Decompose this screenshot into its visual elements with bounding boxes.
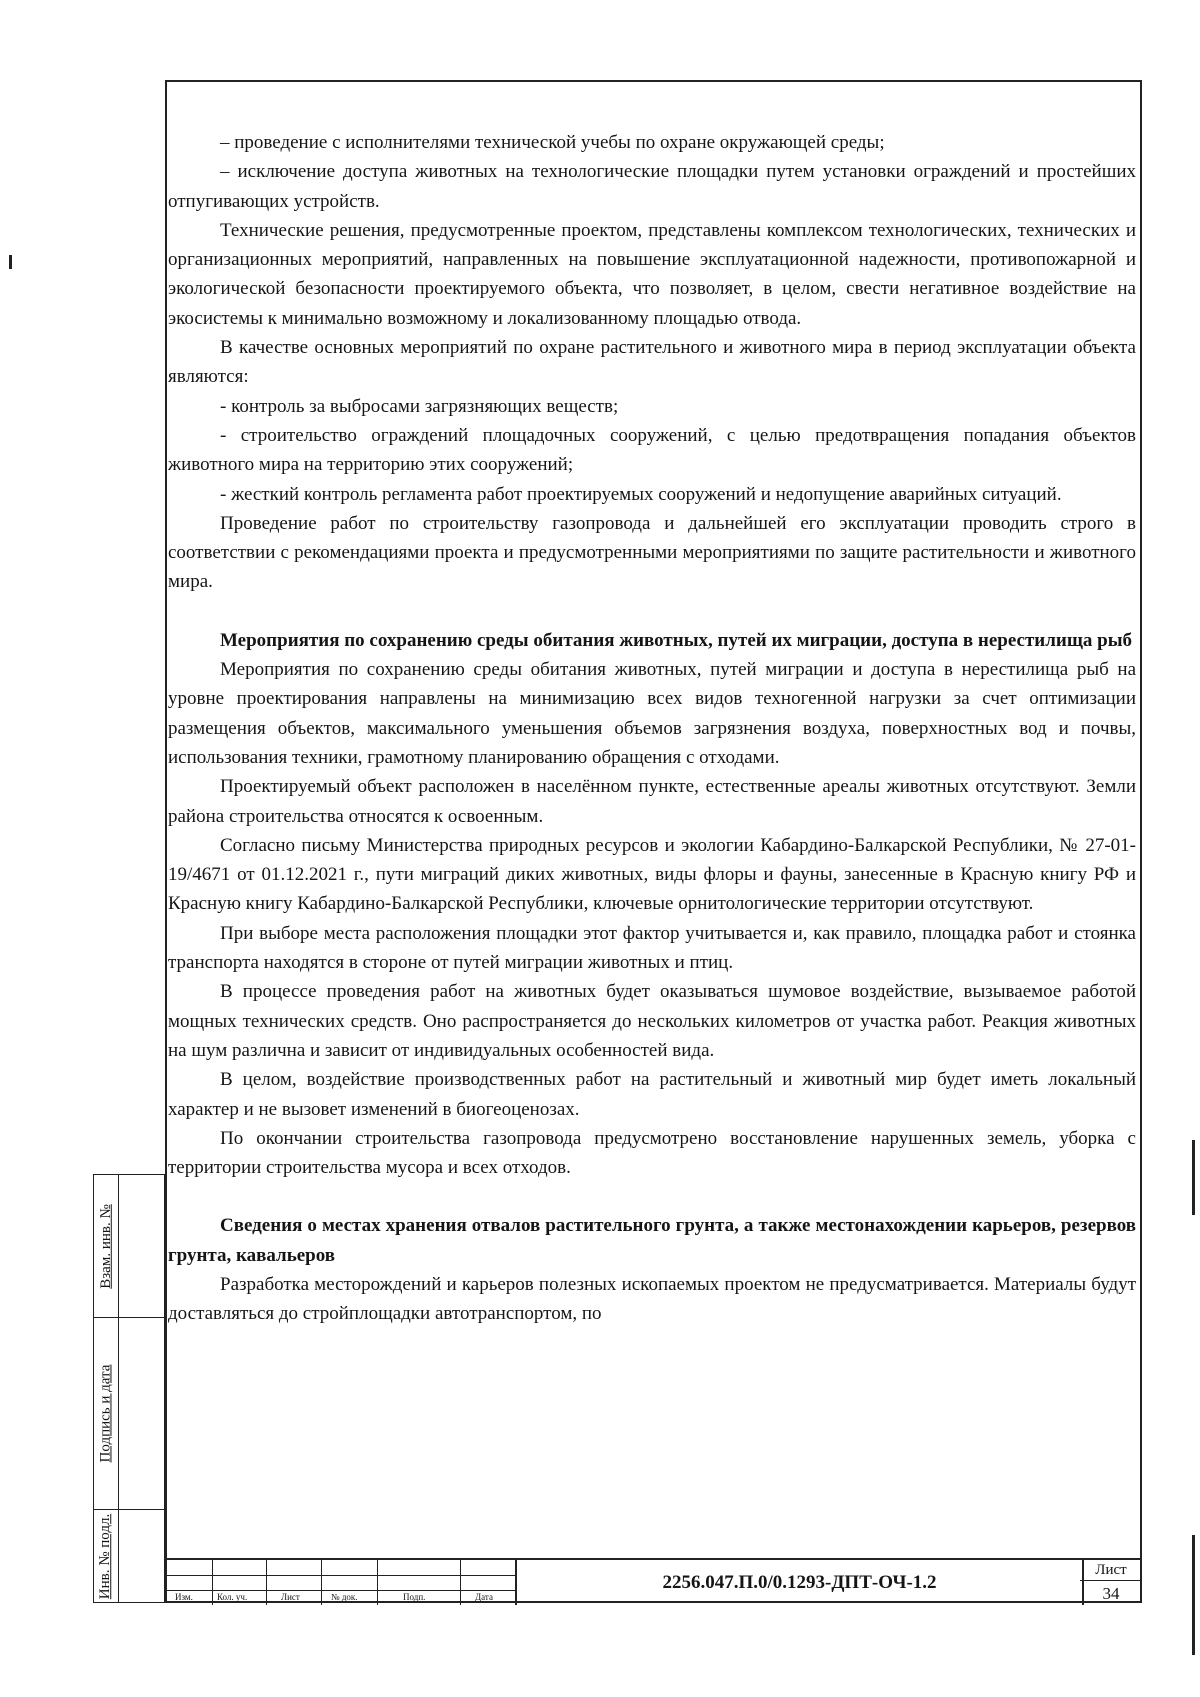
scan-artifact xyxy=(1192,1140,1195,1215)
paragraph: Технические решения, предусмотренные проектом, представлены комплексом технологических, технических и организационных мероприятий, направленных на повышение эксплуатационной надежности, противопожарной и экологической безопасности проектируемого объекта, что позволяет, в целом, свести негативное воздействие на экосистемы к минимально возможному и локализованному площадью отвода. xyxy=(168,219,1136,329)
side-stamp-vzam xyxy=(93,1174,165,1318)
paragraph: В процессе проведения работ на животных будет оказываться шумовое воздействие, вызываемое работой мощных технических средств. Оно распространяется до нескольких километров от участка работ. Реакция животных на шум различна и зависит от индивидуальных особенностей вида. xyxy=(168,981,1136,1061)
document-body xyxy=(168,128,1136,1329)
paragraph: Согласно письму Министерства природных ресурсов и экологии Кабардино-Балкарской Республики, № 27-01-19/4671 от 01.12.2021 г., пути миграций диких животных, виды флоры и фауны, занесенные в Красную книгу РФ и Красную книгу Кабардино-Балкарской Республики, ключевые орнитологические территории отсутствуют. xyxy=(168,834,1136,915)
col-list: Лист xyxy=(281,1592,300,1602)
paragraph: Разработка месторождений и карьеров полезных ископаемых проектом не предусматривается. Материалы будут доставляться до стройплощадки автотранспортом, по xyxy=(168,1273,1136,1325)
col-podp: Подп. xyxy=(403,1592,426,1602)
document-code: 2256.047.П.0/0.1293-ДПТ-ОЧ-1.2 xyxy=(515,1560,1084,1605)
paragraph: В качестве основных мероприятий по охране растительного и животного мира в период эксплуатации объекта являются: xyxy=(168,337,1136,388)
paragraph: Проведение работ по строительству газопровода и дальнейшей его эксплуатации проводить строго в соответствии с рекомендациями проекта и предусмотренными мероприятиями по защите растительности и животного мира. xyxy=(168,512,1136,593)
col-ndok: № док. xyxy=(331,1592,358,1602)
side-stamp-podpis xyxy=(93,1318,165,1510)
list-item: - строительство ограждений площадочных сооружений, с целью предотвращения попадания объектов животного мира на территорию этих сооружений; xyxy=(168,424,1136,476)
side-label-vzam: Взам. инв. № xyxy=(97,1203,114,1289)
side-label-inv: Инв. № подл. xyxy=(97,1513,114,1599)
scan-artifact xyxy=(1192,1535,1195,1655)
col-kol: Кол. уч. xyxy=(217,1592,248,1602)
title-block-grid xyxy=(165,1560,515,1605)
paragraph: По окончании строительства газопровода предусмотрено восстановление нарушенных земель, уборка с территории строительства мусора и всех отходов. xyxy=(168,1127,1136,1179)
paragraph: При выборе места расположения площадки этот фактор учитывается и, как правило, площадка работ и стоянка транспорта находятся в стороне от путей миграции животных и птиц. xyxy=(168,922,1136,974)
sheet-label: Лист xyxy=(1080,1560,1142,1581)
section-heading: Мероприятия по сохранению среды обитания животных, путей их миграции, доступа в нерестилища рыб xyxy=(220,629,1133,651)
title-block xyxy=(165,1558,1142,1605)
sheet-cell xyxy=(1080,1560,1142,1605)
list-item: - жесткий контроль регламента работ проектируемых сооружений и недопущение аварийных ситуаций. xyxy=(220,483,1062,505)
side-stamp-inv xyxy=(93,1510,165,1603)
paragraph: Проектируемый объект расположен в населённом пункте, естественные ареалы животных отсутствуют. Земли района строительства относятся к освоенным. xyxy=(168,776,1136,827)
col-izm: Изм. xyxy=(175,1592,193,1602)
sheet-number: 34 xyxy=(1102,1584,1120,1603)
paragraph: – проведение с исполнителями технической учебы по охране окружающей среды; xyxy=(220,132,885,153)
paragraph: – исключение доступа животных на технологические площадки путем установки ограждений и простейших отпугивающих устройств. xyxy=(168,161,1136,212)
scan-artifact xyxy=(9,255,12,269)
side-label-podpis: Подпись и дата xyxy=(97,1364,114,1463)
paragraph: В целом, воздействие производственных работ на растительный и животный мир будет иметь локальный характер и не вызовет изменений в биогеоценозах. xyxy=(168,1069,1136,1120)
col-data: Дата xyxy=(475,1592,493,1602)
section-heading: Сведения о местах хранения отвалов растительного грунта, а также местонахождении карьеров, резервов грунта, кавальеров xyxy=(168,1215,1136,1266)
paragraph: Мероприятия по сохранению среды обитания животных, путей миграции и доступа в нерестилища рыб на уровне проектирования направлены на минимизацию всех видов техногенной нагрузки за счет оптимизации размещения объектов, максимального уменьшения объемов загрязнения воздуха, поверхностных вод и почвы, использования техники, грамотному планированию обращения с отходами. xyxy=(168,659,1136,768)
list-item: - контроль за выбросами загрязняющих веществ; xyxy=(220,395,619,417)
